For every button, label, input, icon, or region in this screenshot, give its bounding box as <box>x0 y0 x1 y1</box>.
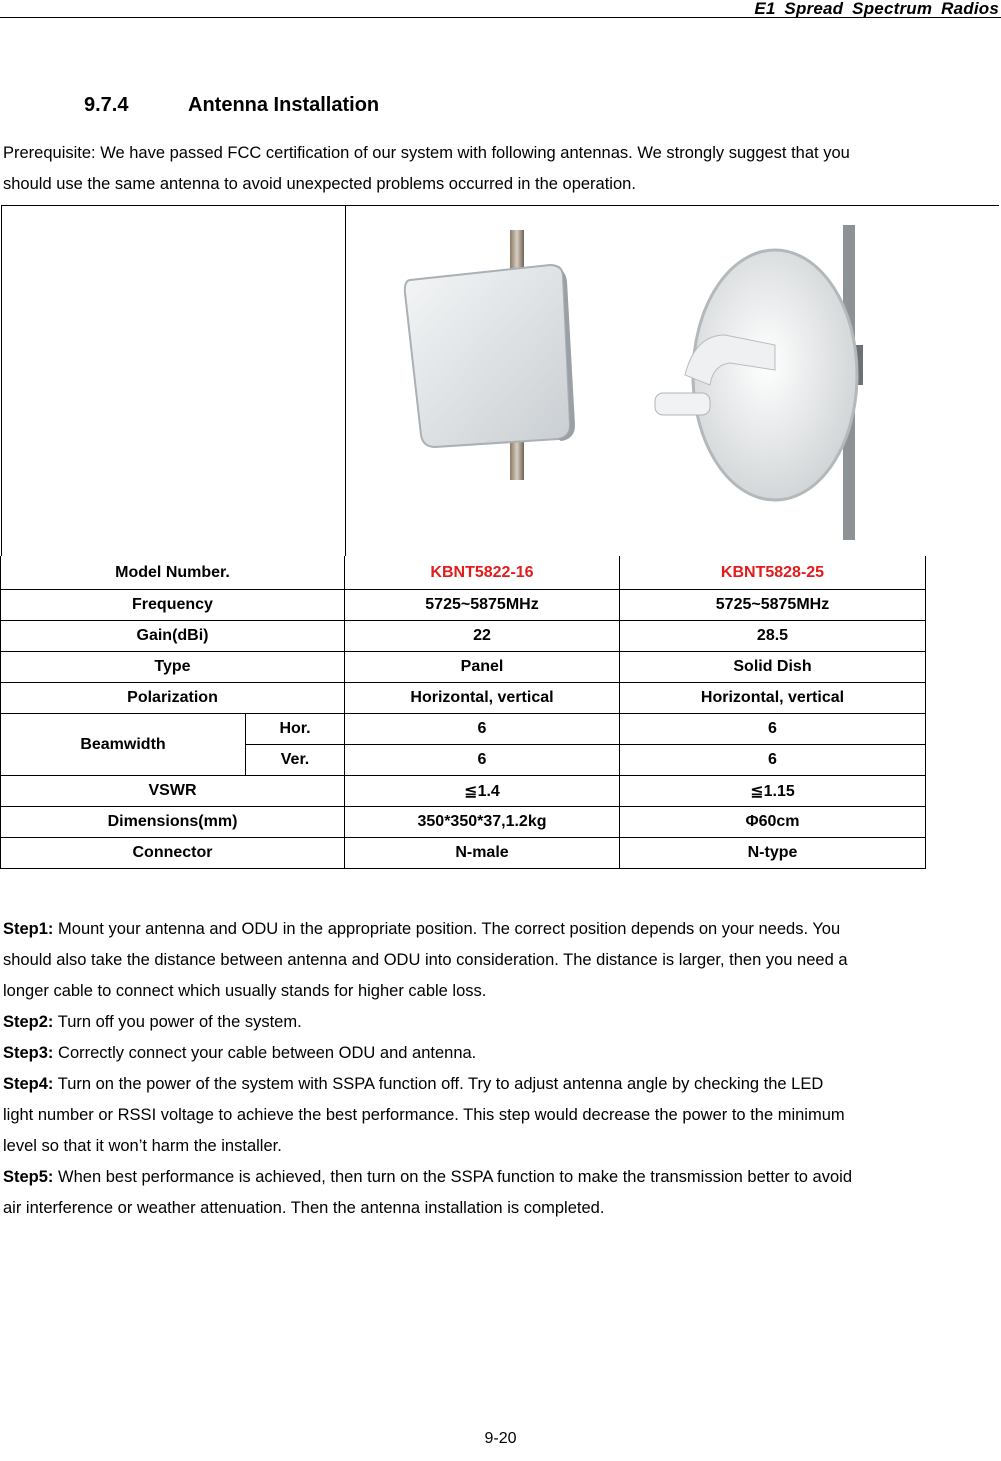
step-2 <box>3 1007 998 1038</box>
model-label: Model Number. <box>1 556 345 590</box>
row-label: Dimensions(mm) <box>1 807 345 838</box>
row-label: Gain(dBi) <box>1 621 345 652</box>
step-text: Correctly connect your cable between ODU and antenna. <box>58 1044 477 1062</box>
table-row <box>1 776 926 807</box>
row-label: Polarization <box>1 683 345 714</box>
image-cell-top-border <box>345 205 999 206</box>
cell-a: 22 <box>345 621 620 652</box>
cell-b: ≦1.15 <box>620 776 926 807</box>
row-label: Frequency <box>1 590 345 621</box>
row-label: Type <box>1 652 345 683</box>
section-title: Antenna Installation <box>188 94 380 116</box>
step-text: Turn on the power of the system with SSPA function off. Try to adjust antenna angle by checking the LED <box>57 1075 824 1093</box>
step-label: Step2: <box>3 1013 54 1031</box>
section-number: 9.7.4 <box>84 94 129 116</box>
step-text: level so that it won’t harm the installer. <box>3 1137 282 1155</box>
step-label: Step4: <box>3 1075 54 1093</box>
beamwidth-hor-label: Hor. <box>246 714 345 745</box>
cell-b: Solid Dish <box>620 652 926 683</box>
table-row <box>1 590 926 621</box>
step-text: Turn off you power of the system. <box>57 1013 302 1031</box>
table-row <box>1 652 926 683</box>
cell-a: Horizontal, vertical <box>345 683 620 714</box>
cell-b: N-type <box>620 838 926 869</box>
step-label: Step5: <box>3 1168 54 1186</box>
step-4 <box>3 1069 998 1162</box>
dish-antenna-image <box>625 225 875 540</box>
cell-a: N-male <box>345 838 620 869</box>
steps-section <box>3 914 998 1224</box>
beamwidth-label: Beamwidth <box>1 714 246 776</box>
intro-line: Prerequisite: We have passed FCC certification of our system with following antennas. We strongly suggest that you <box>3 144 850 162</box>
beamwidth-ver-label: Ver. <box>246 745 345 776</box>
step-text: should also take the distance between antenna and ODU into consideration. The distance is larger, then you need a <box>3 951 848 969</box>
table-row <box>1 838 926 869</box>
intro-paragraph <box>3 138 998 200</box>
model-b: KBNT5828-25 <box>620 556 926 590</box>
step-label: Step1: <box>3 920 54 938</box>
step-text: Mount your antenna and ODU in the appropriate position. The correct position depends on your needs. You <box>58 920 841 938</box>
cell-a: 6 <box>345 714 620 745</box>
section-heading <box>84 94 379 117</box>
cell-a: 6 <box>345 745 620 776</box>
antenna-spec-table <box>0 556 926 869</box>
intro-line: should use the same antenna to avoid unexpected problems occurred in the operation. <box>3 175 636 193</box>
cell-b: 28.5 <box>620 621 926 652</box>
cell-a: 5725~5875MHz <box>345 590 620 621</box>
cell-b: Horizontal, vertical <box>620 683 926 714</box>
table-row <box>1 621 926 652</box>
cell-a: Panel <box>345 652 620 683</box>
row-label: Connector <box>1 838 345 869</box>
step-1 <box>3 914 998 1007</box>
table-row <box>1 683 926 714</box>
cell-a: ≦1.4 <box>345 776 620 807</box>
step-text: longer cable to connect which usually stands for higher cable loss. <box>3 982 487 1000</box>
step-text: light number or RSSI voltage to achieve the best performance. This step would decrease the power to the minimum <box>3 1106 845 1124</box>
step-text: air interference or weather attenuation. Then the antenna installation is completed. <box>3 1199 605 1217</box>
row-label: VSWR <box>1 776 345 807</box>
table-row <box>1 714 926 745</box>
empty-image-cell <box>1 205 346 556</box>
header-rule <box>0 17 1001 18</box>
cell-b: 6 <box>620 745 926 776</box>
cell-b: Φ60cm <box>620 807 926 838</box>
cell-a: 350*350*37,1.2kg <box>345 807 620 838</box>
panel-antenna-image <box>395 225 585 485</box>
step-label: Step3: <box>3 1044 54 1062</box>
table-row <box>1 807 926 838</box>
model-a: KBNT5822-16 <box>345 556 620 590</box>
page-number: 9-20 <box>484 1430 517 1447</box>
step-3 <box>3 1038 998 1069</box>
running-header: E1 Spread Spectrum Radios <box>754 0 999 18</box>
cell-b: 5725~5875MHz <box>620 590 926 621</box>
cell-b: 6 <box>620 714 926 745</box>
table-row <box>1 556 926 590</box>
step-text: When best performance is achieved, then turn on the SSPA function to make the transmission better to avoid <box>58 1168 852 1186</box>
step-5 <box>3 1162 998 1224</box>
